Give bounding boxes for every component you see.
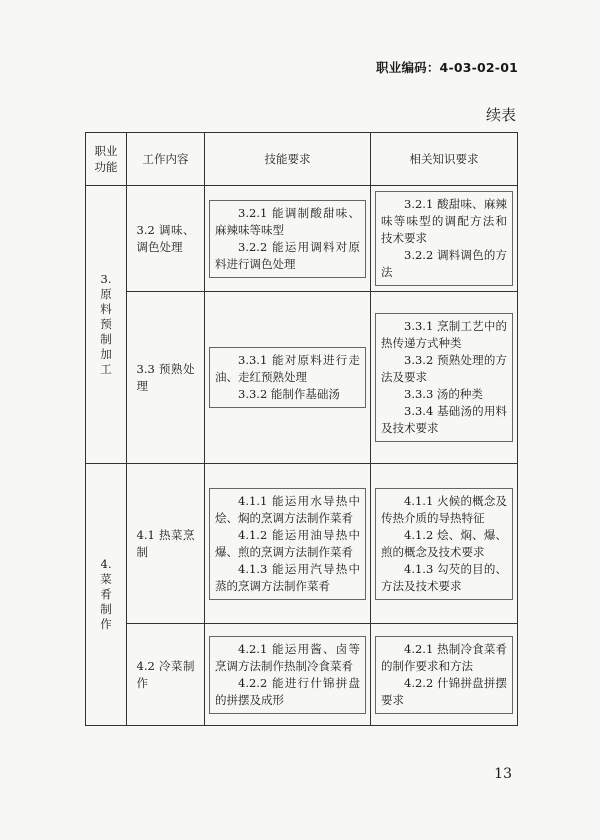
header-function: 职业功能 <box>86 133 127 186</box>
content-cell: 4.1 热菜烹制 <box>127 464 205 624</box>
content-cell: 3.3 预熟处理 <box>127 292 205 464</box>
header-skills: 技能要求 <box>205 133 371 186</box>
knowledge-cell: 4.1.1 火候的概念及传热介质的导热特征 4.1.2 烩、焖、爆、煎的概念及技术要求 4.1.3 勾芡的目的、方法及技术要求 <box>371 464 518 624</box>
function-cell: 4.菜肴制作 <box>86 464 127 726</box>
table-row <box>86 464 518 624</box>
table-header-row <box>86 133 518 186</box>
knowledge-cell: 4.2.1 热制冷食菜肴的制作要求和方法 4.2.2 什锦拼盘拼摆要求 <box>371 624 518 726</box>
skills-cell: 3.2.1 能调制酸甜味、麻辣味等味型 3.2.2 能运用调料对原料进行调色处理 <box>205 186 371 292</box>
knowledge-cell: 3.3.1 烹制工艺中的热传递方式种类 3.3.2 预熟处理的方法及要求 3.3.3 汤的种类 3.3.4 基础汤的用料及技术要求 <box>371 292 518 464</box>
knowledge-cell: 3.2.1 酸甜味、麻辣味等味型的调配方法和技术要求 3.2.2 调料调色的方法 <box>371 186 518 292</box>
page-number: 13 <box>494 766 512 782</box>
occupation-code: 职业编码：4-03-02-01 <box>376 60 518 75</box>
table-row <box>86 624 518 726</box>
content-cell: 3.2 调味、调色处理 <box>127 186 205 292</box>
continued-table-label: 续表 <box>485 106 516 124</box>
skills-table <box>85 132 518 726</box>
table-row <box>86 186 518 292</box>
skills-cell: 4.2.1 能运用酱、卤等烹调方法制作热制冷食菜肴 4.2.2 能进行什锦拼盘的拼摆及成形 <box>205 624 371 726</box>
table-row <box>86 292 518 464</box>
content-cell: 4.2 冷菜制作 <box>127 624 205 726</box>
header-knowledge: 相关知识要求 <box>371 133 518 186</box>
skills-cell: 3.3.1 能对原料进行走油、走红预熟处理 3.3.2 能制作基础汤 <box>205 292 371 464</box>
header-content: 工作内容 <box>127 133 205 186</box>
function-cell: 3.原料预制加工 <box>86 186 127 464</box>
skills-cell: 4.1.1 能运用水导热中烩、焖的烹调方法制作菜肴 4.1.2 能运用油导热中爆、煎的烹调方法制作菜肴 4.1.3 能运用汽导热中蒸的烹调方法制作菜肴 <box>205 464 371 624</box>
